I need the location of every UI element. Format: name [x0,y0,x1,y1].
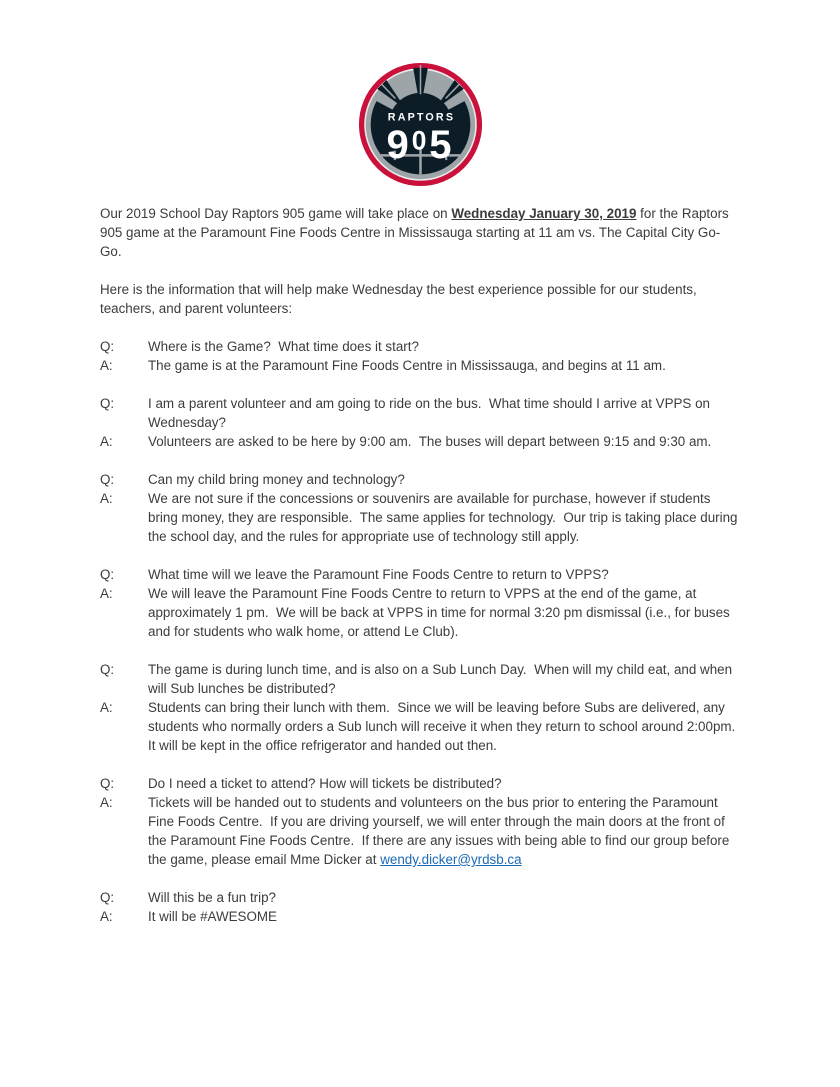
question-text: What time will we leave the Paramount Fine Foods Centre to return to VPPS? [148,567,609,582]
qa-answer-row [100,489,740,546]
qa-block [100,888,740,926]
qa-block [100,470,740,546]
answer-label: A: [100,700,113,715]
qa-answer-row [100,432,740,451]
answer-label: A: [100,491,113,506]
question-label: Q: [100,472,115,487]
answer-label: A: [100,586,113,601]
question-label: Q: [100,339,115,354]
qa-answer-row [100,698,743,755]
answer-text: It will be #AWESOME [148,909,277,924]
qa-block [100,565,740,641]
answer-text: We will leave the Paramount Fine Foods Centre to return to VPPS at the end of the game, at approximately 1 pm. We will be back at VPPS in time for normal 3:20 pm dismissal (i.e., for buses and for students who walk home, or attend Le Club). [148,586,734,639]
intro-paragraph-2: Here is the information that will help make Wednesday the best experience possible for our students, teachers, and parent volunteers: [100,282,701,316]
question-text: Will this be a fun trip? [148,890,277,905]
qa-block [100,337,740,375]
answer-text: The game is at the Paramount Fine Foods Centre in Mississauga, and begins at 11 am. [148,358,666,373]
answer-text-wrap [148,432,740,451]
intro-text-before-date: Our 2019 School Day Raptors 905 game will take place on [100,206,452,221]
question-text: Do I need a ticket to attend? How will tickets be distributed? [148,776,502,791]
qa-list [100,337,743,926]
answer-label: A: [100,909,113,924]
answer-label: A: [100,358,113,373]
answer-label: A: [100,795,113,810]
qa-question-row [100,394,740,432]
question-text: Where is the Game? What time does it start? [148,339,419,354]
intro-paragraph-1 [100,204,740,261]
logo-container [0,0,840,188]
game-date: Wednesday January 30, 2019 [451,206,637,221]
answer-text-wrap [148,793,740,869]
answer-label: A: [100,434,113,449]
qa-answer-row [100,356,740,375]
raptors-905-logo-icon [357,61,484,188]
question-text: I am a parent volunteer and am going to ride on the bus. What time should I arrive at VPPS on Wednesday? [148,396,714,430]
qa-answer-row [100,907,740,926]
answer-text: Tickets will be handed out to students and volunteers on the bus prior to entering the Paramount Fine Foods Centre. If you are driving yourself, we will enter through the main doors at the front of the Paramount Fine Foods Centre. If there are any issues with being able to find our group before the game, please email Mme Dicker at [148,795,734,867]
question-text: Can my child bring money and technology? [148,472,405,487]
qa-block [100,394,740,451]
answer-text-wrap [148,489,740,546]
answer-text: We are not sure if the concessions or souvenirs are available for purchase, however if students bring money, they are responsible. The same applies for technology. Our trip is taking place during the school day, and the rules for appropriate use of technology still apply. [148,491,742,544]
question-label: Q: [100,662,115,677]
answer-text-wrap [148,907,740,926]
answer-text-wrap [148,698,743,755]
qa-question-row [100,774,740,793]
question-label: Q: [100,567,115,582]
logo-team-text: RAPTORS [387,111,455,124]
answer-text-wrap [148,584,740,641]
qa-block [100,774,740,869]
qa-answer-row [100,793,740,869]
answer-text-wrap [148,356,740,375]
answer-text: Volunteers are asked to be here by 9:00 am. The buses will depart between 9:15 and 9:30 am. [148,434,712,449]
qa-question-row [100,660,740,698]
question-text: The game is during lunch time, and is also on a Sub Lunch Day. When will my child eat, and when will Sub lunches be distributed? [148,662,736,696]
qa-question-row [100,888,740,907]
email-link[interactable]: wendy.dicker@yrdsb.ca [380,852,522,867]
qa-block [100,660,743,755]
qa-question-row [100,470,740,489]
question-label: Q: [100,890,115,905]
question-label: Q: [100,776,115,791]
question-label: Q: [100,396,115,411]
logo-number-text: $9^05$ [386,123,454,168]
qa-question-row [100,337,740,356]
qa-answer-row [100,584,740,641]
answer-text: Students can bring their lunch with them. Since we will be leaving before Subs are delivered, any students who normally orders a Sub lunch will receive it when they return to school around 2:00pm. It will be kept in the office refrigerator and handed out then. [148,700,743,753]
document-body [100,204,743,926]
qa-question-row [100,565,740,584]
intro-text-after-date: for the Raptors 905 game at the Paramount Fine Foods Centre in Mississauga starting at 11 am vs. The Capital City Go-Go. [100,206,733,259]
